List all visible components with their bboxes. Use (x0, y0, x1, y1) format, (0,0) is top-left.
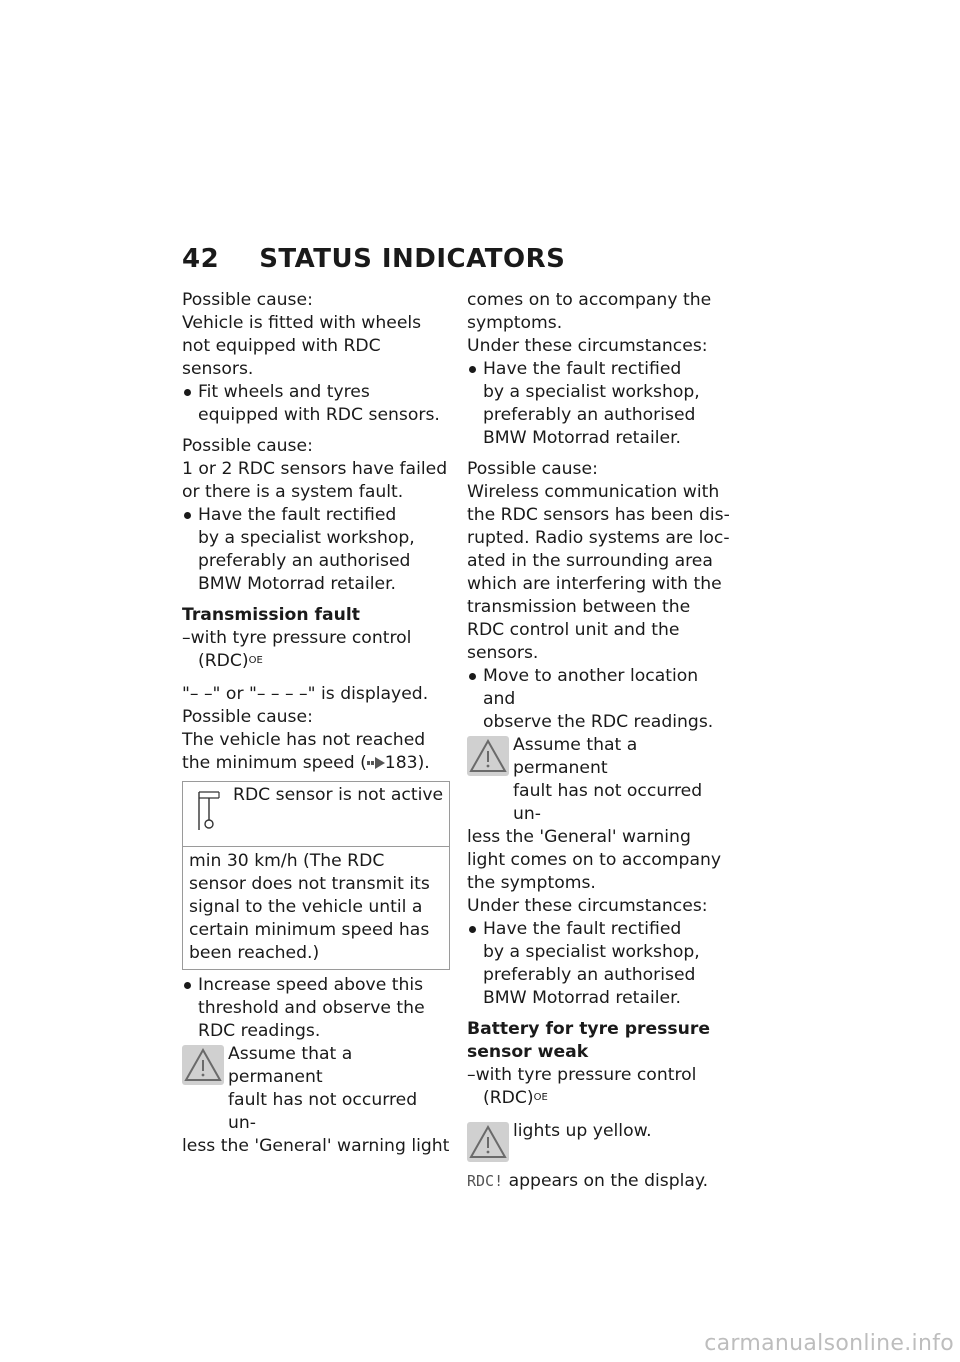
warning-text: Assume that a permanent (228, 1044, 353, 1087)
page-number: 42 (182, 244, 220, 274)
bullet-item (182, 504, 450, 596)
right-column (467, 289, 730, 1193)
bullet-text: threshold and observe the (198, 998, 425, 1018)
page-title: STATUS INDICATORS (259, 244, 566, 274)
info-table (182, 781, 450, 970)
continued-text: symptoms. (467, 313, 563, 333)
warning-note (467, 734, 730, 895)
possible-cause-label: Possible cause: (182, 290, 313, 310)
bullet-item (182, 381, 450, 427)
bullet-text: by a specialist workshop, (483, 382, 700, 402)
section-heading: Transmission fault (182, 605, 360, 625)
warning-note (182, 1043, 450, 1158)
bullet-text: RDC readings. (198, 1021, 321, 1041)
bullet-text: Have the fault rectified (483, 919, 682, 939)
continued-text: comes on to accompany the (467, 290, 712, 310)
oe-superscript: OE (533, 1092, 548, 1103)
warning-text: fault has not occurred un- (228, 1090, 418, 1133)
display-text: "– –" or "– – – –" is displayed. (182, 684, 429, 704)
bullet-text: Increase speed above this (198, 975, 424, 995)
info-table-title: RDC sensor is not active (233, 785, 444, 805)
bullet-text: preferably an authorised (483, 405, 696, 425)
left-column (182, 289, 450, 1158)
bullet-text: Have the fault rectified (198, 505, 397, 525)
circumstances-label: Under these circumstances: (467, 896, 708, 916)
bullet-text: preferably an authorised (483, 965, 696, 985)
bullet-text: BMW Motorrad retailer. (483, 988, 682, 1008)
possible-cause-sentence: The vehicle has not reached the minimum speed ( (182, 730, 426, 773)
bullet-text: BMW Motorrad retailer. (483, 428, 682, 448)
warning-text: fault has not occurred un- (513, 781, 703, 824)
possible-cause-label: Possible cause: (182, 436, 313, 456)
possible-cause-text (182, 729, 450, 775)
oe-superscript: OE (248, 655, 263, 666)
condition-line (182, 627, 450, 675)
possible-cause-label: Possible cause: (467, 459, 598, 479)
bullet-text: by a specialist workshop, (483, 942, 700, 962)
info-table-body: min 30 km/h (The RDC sensor does not transmit its signal to the vehicle until a certain minimum speed has been reached.) (189, 851, 430, 963)
page-reference[interactable]: 183). (384, 753, 430, 773)
page-header (182, 244, 565, 274)
bullet-text: observe the RDC readings. (483, 712, 714, 732)
bullet-item (467, 358, 730, 450)
watermark: carmanualsonline.info (704, 1331, 954, 1356)
possible-cause-text: 1 or 2 RDC sensors have failed or there is a system fault. (182, 459, 448, 502)
warning-triangle-icon (467, 1122, 509, 1162)
section-heading: sensor weak (467, 1042, 589, 1062)
possible-cause-text: Vehicle is fitted with wheels not equipped with RDC sensors. (182, 313, 422, 379)
section-heading: Battery for tyre pressure (467, 1019, 711, 1039)
condition-text: –with tyre pressure control (RDC) (182, 628, 412, 671)
bullet-text: by a specialist workshop, (198, 528, 415, 548)
bullet-text: Move to another location and (483, 666, 699, 709)
bullet-text: Fit wheels and tyres equipped with RDC sensors. (198, 382, 440, 425)
warning-note (467, 1120, 730, 1162)
bullet-item (467, 918, 730, 1010)
warning-text: lights up yellow. (513, 1121, 652, 1141)
condition-text: –with tyre pressure control (RDC) (467, 1065, 697, 1108)
possible-cause-text: Wireless communication with the RDC sensors has been dis- rupted. Radio systems are loc- ated in the surrounding area which are interfering with the transmission between the RDC control unit and the sensors. (467, 482, 730, 663)
warning-text: less the 'General' warning light comes on to accompany the symptoms. (467, 827, 722, 893)
rdc-sensor-icon (197, 790, 221, 832)
page-reference-arrow-icon (367, 757, 385, 769)
bullet-text: Have the fault rectified (483, 359, 682, 379)
warning-triangle-icon (467, 736, 509, 776)
condition-line (467, 1064, 730, 1112)
possible-cause-label: Possible cause: (182, 707, 313, 727)
bullet-text: preferably an authorised (198, 551, 411, 571)
bullet-item (182, 974, 450, 1043)
display-message-text: appears on the display. (508, 1171, 709, 1191)
warning-text: Assume that a permanent (513, 735, 638, 778)
display-message (467, 1170, 730, 1193)
bullet-text: BMW Motorrad retailer. (198, 574, 397, 594)
display-code: RDC! (467, 1172, 504, 1190)
info-table-header (183, 782, 449, 847)
warning-text: less the 'General' warning light (182, 1136, 450, 1156)
bullet-item (467, 665, 730, 734)
circumstances-label: Under these circumstances: (467, 336, 708, 356)
warning-triangle-icon (182, 1045, 224, 1085)
